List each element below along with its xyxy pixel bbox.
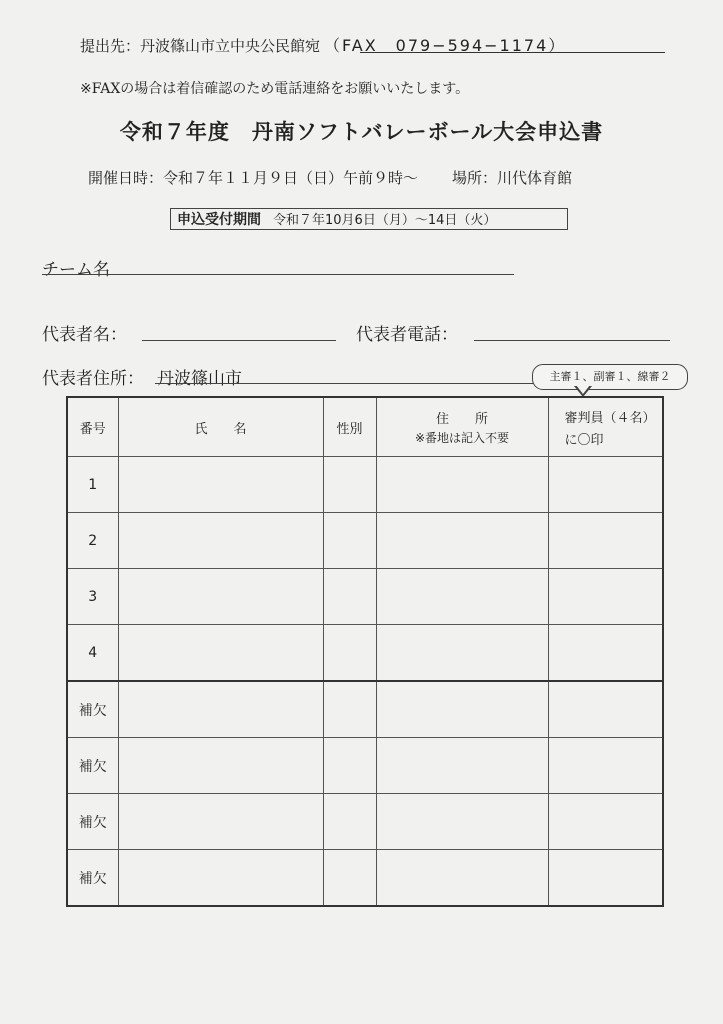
name-cell[interactable] <box>118 569 323 625</box>
rep-phone-field[interactable] <box>474 340 670 341</box>
table-header-row <box>67 397 663 457</box>
address-cell[interactable] <box>376 681 548 738</box>
page-title: 令和７年度 丹南ソフトバレーボール大会申込書 <box>119 120 604 144</box>
rep-address-value: 丹波篠山市 <box>157 369 242 389</box>
address-cell[interactable] <box>376 850 548 907</box>
row-number: 2 <box>67 513 118 569</box>
referee-cell[interactable] <box>548 569 663 625</box>
header-referee-note: に〇印 <box>564 432 604 448</box>
gender-cell[interactable] <box>323 625 376 682</box>
header-address-label: 住 所 <box>435 412 488 427</box>
gender-cell[interactable] <box>323 850 376 907</box>
rep-address-field[interactable] <box>155 383 535 384</box>
table-row <box>67 794 663 850</box>
entry-table <box>66 396 664 907</box>
header-name: 氏 名 <box>118 397 323 457</box>
row-number: 補欠 <box>67 738 118 794</box>
header-gender: 性別 <box>323 397 376 457</box>
name-cell[interactable] <box>118 794 323 850</box>
gender-cell[interactable] <box>323 681 376 738</box>
gender-cell[interactable] <box>323 794 376 850</box>
name-cell[interactable] <box>118 625 323 682</box>
table-row <box>67 513 663 569</box>
name-cell[interactable] <box>118 513 323 569</box>
referee-cell[interactable] <box>548 794 663 850</box>
event-info <box>88 167 572 188</box>
team-name-field[interactable] <box>42 274 514 275</box>
gender-cell[interactable] <box>323 513 376 569</box>
name-cell[interactable] <box>118 681 323 738</box>
header-number: 番号 <box>67 397 118 457</box>
team-name-label: チーム名 <box>42 260 110 280</box>
fax-note: ※FAXの場合は着信確認のため電話連絡をお願いいたします。 <box>80 81 470 97</box>
row-number: 補欠 <box>67 850 118 907</box>
address-cell[interactable] <box>376 738 548 794</box>
name-cell[interactable] <box>118 457 323 513</box>
referee-cell[interactable] <box>548 738 663 794</box>
referee-cell[interactable] <box>548 681 663 738</box>
address-cell[interactable] <box>376 569 548 625</box>
event-venue: 場所：川代体育館 <box>452 169 573 187</box>
gender-cell[interactable] <box>323 738 376 794</box>
address-cell[interactable] <box>376 794 548 850</box>
row-number: 補欠 <box>67 794 118 850</box>
table-row <box>67 681 663 738</box>
table-row <box>67 457 663 513</box>
header-address-note: ※番地は記入不要 <box>414 431 510 445</box>
row-number: 1 <box>67 457 118 513</box>
gender-cell[interactable] <box>323 569 376 625</box>
table-row <box>67 738 663 794</box>
table-row <box>67 625 663 682</box>
application-period-label: 申込受付期間 <box>177 212 261 228</box>
address-cell[interactable] <box>376 625 548 682</box>
row-number: 4 <box>67 625 118 682</box>
rep-address-label: 代表者住所： <box>42 369 144 389</box>
referee-cell[interactable] <box>548 625 663 682</box>
address-cell[interactable] <box>376 457 548 513</box>
rep-name-field[interactable] <box>142 340 336 341</box>
name-cell[interactable] <box>118 850 323 907</box>
table-row <box>67 850 663 907</box>
application-period-box <box>170 208 568 230</box>
row-number: 3 <box>67 569 118 625</box>
gender-cell[interactable] <box>323 457 376 513</box>
referee-note-bubble: 主審１、副審１、線審２ <box>532 364 688 390</box>
address-cell[interactable] <box>376 513 548 569</box>
header-referee-label: 審判員（４名） <box>564 410 656 426</box>
bubble-tail-fill <box>576 385 590 394</box>
fax-number: （FAX 079−594−1174） <box>324 36 567 55</box>
referee-cell[interactable] <box>548 850 663 907</box>
application-period-value: 令和７年10月6日（月）〜14日（火） <box>273 213 497 228</box>
submit-to-text: 提出先：丹波篠山市立中央公民館宛 <box>80 37 321 55</box>
fax-underline <box>360 52 665 53</box>
event-datetime: 開催日時：令和７年１１月９日（日）午前９時〜 <box>88 169 419 187</box>
table-row <box>67 569 663 625</box>
rep-phone-label: 代表者電話： <box>356 325 458 345</box>
name-cell[interactable] <box>118 738 323 794</box>
referee-cell[interactable] <box>548 457 663 513</box>
header-referee <box>548 397 663 457</box>
row-number: 補欠 <box>67 681 118 738</box>
header-address <box>376 397 548 457</box>
referee-cell[interactable] <box>548 513 663 569</box>
rep-name-label: 代表者名： <box>42 325 127 345</box>
